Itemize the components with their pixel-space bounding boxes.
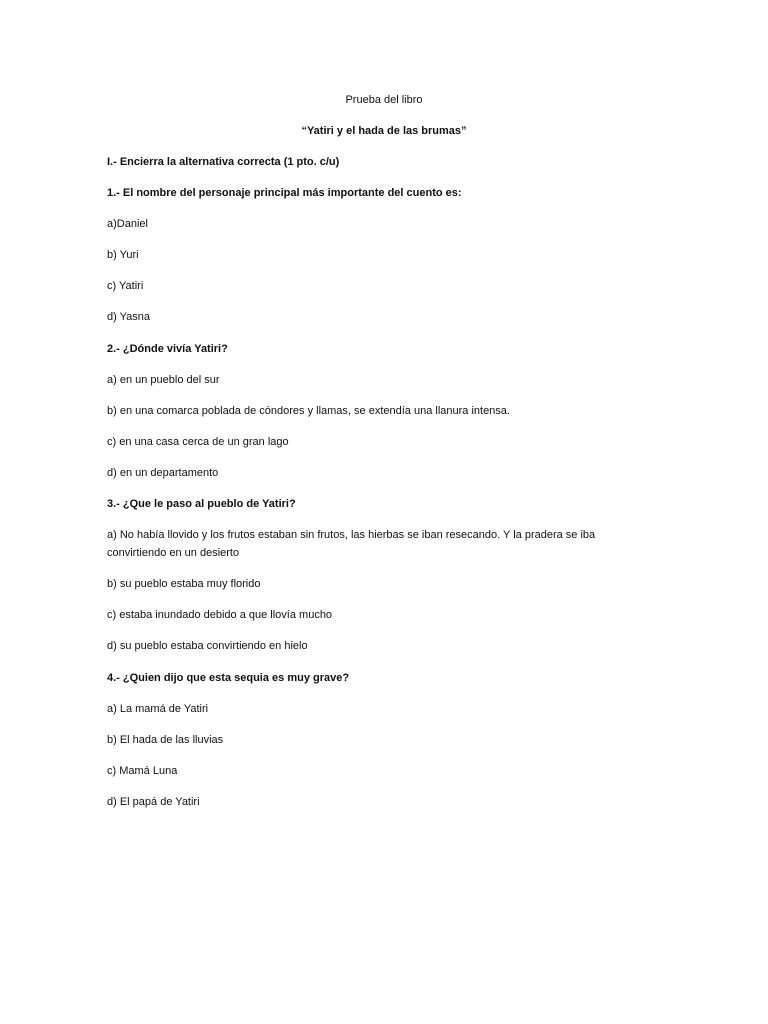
question-3-prompt: 3.- ¿Que le paso al pueblo de Yatiri? [107,498,296,510]
question-2-prompt: 2.- ¿Dónde vivía Yatiri? [107,343,228,355]
question-4-option-c: c) Mamá Luna [107,765,178,777]
question-4-option-d: d) El papá de Yatiri [107,796,200,808]
section-title: I.- Encierra la alternativa correcta (1 pto. c/u) [107,156,340,168]
question-1-option-c: c) Yatiri [107,280,144,292]
question-2-option-b: b) en una comarca poblada de cóndores y llamas, se extendía una llanura intensa. [107,405,510,417]
question-3-option-c: c) estaba inundado debido a que llovía mucho [107,609,333,621]
question-2-option-a: a) en un pueblo del sur [107,374,220,386]
question-4-prompt: 4.- ¿Quien dijo que esta sequia es muy grave? [107,672,350,684]
question-1-option-b: b) Yuri [107,249,139,261]
question-2-option-d: d) en un departamento [107,467,219,479]
question-1-option-d: d) Yasna [107,311,151,323]
document-heading: Prueba del libro [345,94,423,106]
question-3-option-a: a) No había llovido y los frutos estaban sin frutos, las hierbas se iban resecando. Y la pradera se iba convirtiendo en un desierto [107,529,596,559]
question-2-option-c: c) en una casa cerca de un gran lago [107,436,289,448]
question-1-option-a: a)Daniel [107,218,148,230]
question-1-prompt: 1.- El nombre del personaje principal más importante del cuento es: [107,187,462,199]
question-3-option-b: b) su pueblo estaba muy florido [107,578,261,590]
book-title: “Yatiri y el hada de las brumas” [301,125,467,137]
question-3-option-d: d) su pueblo estaba convirtiendo en hielo [107,640,308,652]
question-4-option-a: a) La mamá de Yatiri [107,703,209,715]
question-4-option-b: b) El hada de las lluvias [107,734,224,746]
